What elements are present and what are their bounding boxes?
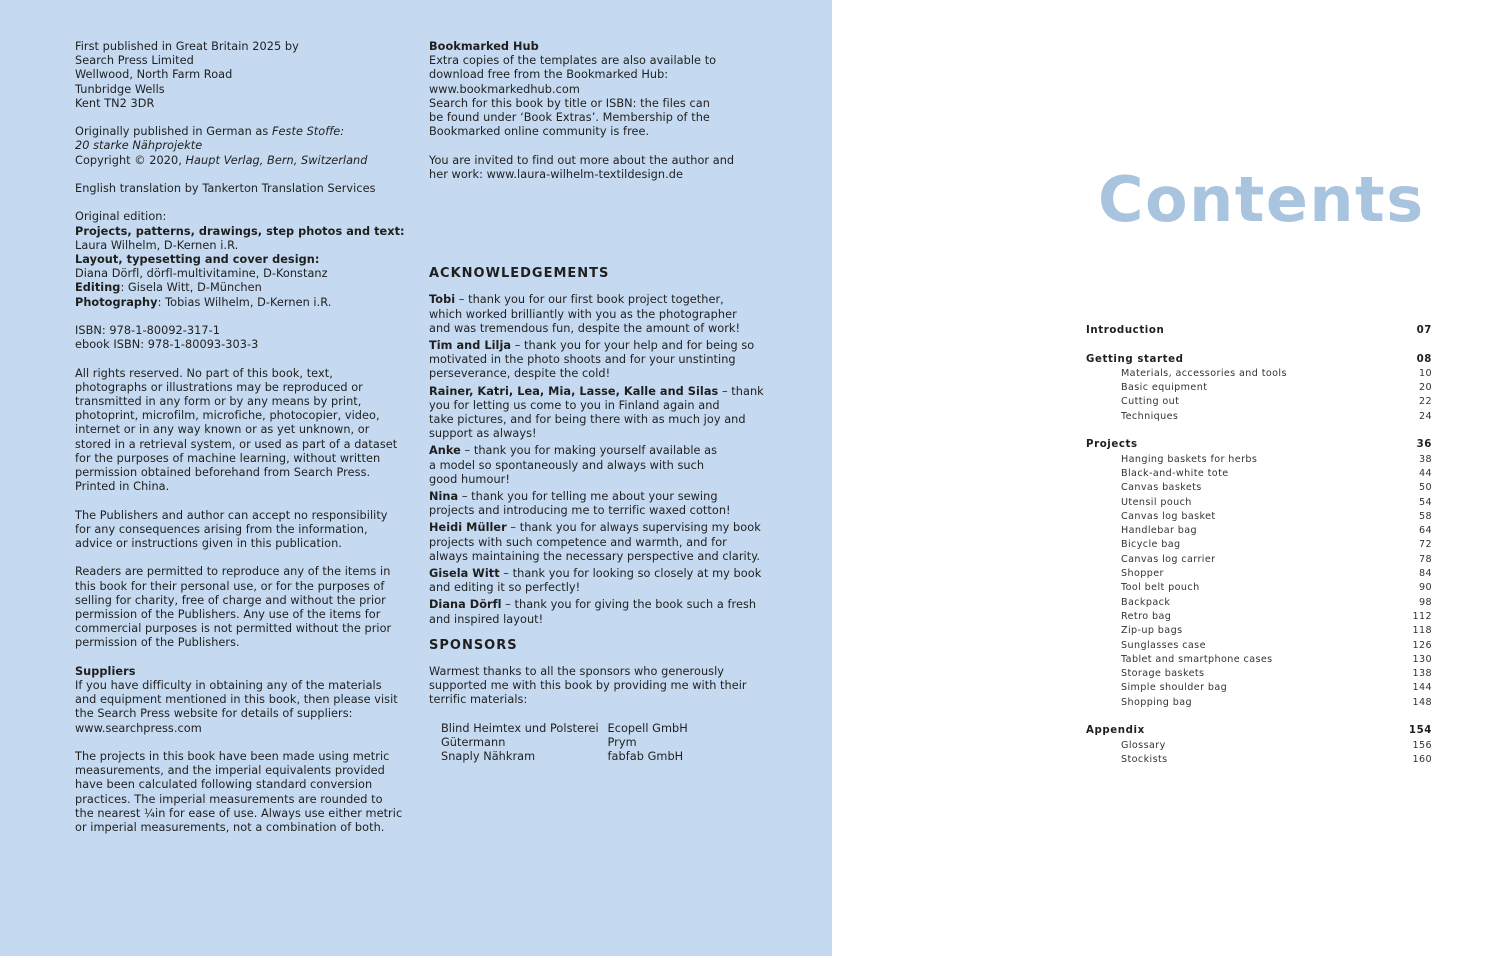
toc-section-page: 07 [1416, 325, 1432, 336]
toc-entry-page: 38 [1418, 453, 1432, 465]
toc-entry-page: 148 [1412, 696, 1432, 708]
sponsor-name: Snaply Nähkram [441, 750, 536, 764]
toc-entry[interactable] [1086, 367, 1432, 381]
acknowledgement-name: Gisela Witt [429, 567, 500, 581]
acknowledgement-text: and was tremendous fun, despite the amount of work! [429, 321, 741, 335]
hub-line: Search for this book by title or ISBN: the files can [429, 96, 710, 110]
toc-entry-page: 64 [1418, 525, 1432, 537]
original-publication [75, 125, 415, 168]
toc-entry-page: 20 [1418, 382, 1432, 394]
contents-title: Contents [1098, 163, 1425, 236]
toc-entry[interactable] [1086, 538, 1432, 552]
publisher-line: First published in Great Britain 2025 by [75, 40, 299, 53]
acknowledgement-item [429, 385, 774, 442]
acknowledgements-heading: ACKNOWLEDGEMENTS [429, 266, 610, 282]
toc-entry[interactable] [1086, 453, 1432, 467]
toc-entry-title: Shopper [1121, 568, 1164, 580]
acknowledgement-text: which worked brilliantly with you as the photographer [429, 307, 737, 321]
projects-value: Laura Wilhelm, D-Kernen i.R. [75, 238, 239, 252]
toc-entry-title: Stockists [1121, 753, 1168, 765]
toc-entry-title: Canvas log basket [1121, 510, 1216, 522]
readers-line: commercial purposes is not permitted without the prior [75, 622, 392, 636]
toc-entry[interactable] [1086, 395, 1432, 409]
acknowledgement-name: Nina [429, 490, 459, 504]
sponsor-name: Gütermann [441, 735, 506, 749]
sponsors-intro-line: Warmest thanks to all the sponsors who generously [429, 665, 725, 679]
copyright-prefix: Copyright © 2020, [75, 153, 186, 167]
toc-entry-title: Shopping bag [1121, 696, 1192, 708]
toc-section-entry[interactable] [1086, 324, 1432, 338]
acknowledgement-text: motivated in the photo shoots and for your unstinting [429, 353, 736, 367]
original-title-part2: 20 starke Nähprojekte [75, 139, 203, 153]
isbn-block [75, 324, 415, 352]
isbn-line: ISBN: 978-1-80092-317-1 [75, 324, 220, 337]
readers-line: this book for their personal use, or for the purposes of [75, 579, 385, 593]
acknowledgement-item [429, 339, 774, 382]
acknowledgement-text: – thank you for your help and for being so [511, 339, 755, 353]
sponsor-name: Ecopell GmbH [607, 721, 688, 735]
toc-entry-title: Cutting out [1121, 396, 1180, 408]
suppliers-heading: Suppliers [75, 664, 136, 678]
readers-line: permission of the Publishers. [75, 636, 240, 650]
suppliers-line: and equipment mentioned in this book, then please visit [75, 693, 398, 707]
acknowledgement-item [429, 490, 774, 518]
toc-entry-title: Techniques [1121, 410, 1179, 422]
toc-entry-title: Tablet and smartphone cases [1121, 653, 1273, 665]
editing-label: Editing [75, 281, 121, 295]
toc-section-title: Appendix [1086, 725, 1145, 737]
toc-entry-title: Materials, accessories and tools [1121, 367, 1287, 379]
translation-text: English translation by Tankerton Translation Services [75, 182, 376, 195]
toc-entry[interactable] [1086, 639, 1432, 653]
toc-entry[interactable] [1086, 739, 1432, 753]
acknowledgement-item [429, 521, 774, 564]
toc-section-title: Projects [1086, 439, 1138, 451]
acknowledgement-text: projects with such competence and warmth, and for [429, 535, 727, 549]
copyright-holder: Haupt Verlag, Bern, Switzerland [185, 153, 368, 167]
layout-label: Layout, typesetting and cover design: [75, 253, 320, 266]
hub-line: be found under ‘Book Extras’. Membership of the [429, 111, 710, 125]
hub-line: download free from the Bookmarked Hub: [429, 68, 669, 82]
toc-entry-page: 10 [1418, 367, 1432, 379]
sponsors-intro [429, 665, 774, 708]
sponsors-intro-line: terrific materials: [429, 693, 528, 707]
acknowledgement-name: Tim and Lilja [429, 339, 512, 353]
publisher-line: Wellwood, North Farm Road [75, 68, 233, 82]
toc-entry-title: Sunglasses case [1121, 639, 1206, 651]
hub-line: Bookmarked online community is free. [429, 125, 650, 139]
toc-entry[interactable] [1086, 696, 1432, 710]
responsibility-line: advice or instructions given in this publication. [75, 537, 342, 551]
acknowledgement-text: always maintaining the necessary perspective and clarity. [429, 549, 760, 563]
hub-line: Extra copies of the templates are also available to [429, 54, 717, 68]
acknowledgements-column [429, 40, 774, 764]
toc-section [1086, 438, 1432, 710]
acknowledgement-name: Heidi Müller [429, 521, 507, 535]
toc-section [1086, 324, 1432, 338]
toc-entry-page: 58 [1418, 510, 1432, 522]
toc-entry-title: Black-and-white tote [1121, 467, 1229, 479]
measurements-line: the nearest ¼in for ease of use. Always use either metric [75, 806, 403, 820]
acknowledgement-text: – thank you for our first book project together, [455, 293, 724, 307]
toc-entry-page: 54 [1418, 496, 1432, 508]
toc-entry[interactable] [1086, 667, 1432, 681]
acknowledgement-text: good humour! [429, 472, 510, 486]
toc-section-entry[interactable] [1086, 438, 1432, 452]
toc-entry[interactable] [1086, 410, 1432, 424]
publisher-line: Tunbridge Wells [75, 82, 165, 96]
toc-entry-page: 98 [1418, 596, 1432, 608]
sponsors-intro-line: supported me with this book by providing me with their [429, 679, 747, 693]
acknowledgement-text: projects and introducing me to terrific waxed cotton! [429, 504, 731, 518]
translation-credit [75, 182, 415, 196]
layout-value: Diana Dörfl, dörfl-multivitamine, D-Konstanz [75, 267, 328, 281]
measurements-line: practices. The imperial measurements are rounded to [75, 792, 383, 806]
sponsors-right-column [608, 722, 775, 765]
rights-line: photoprint, microfilm, microfiche, photocopier, video, [75, 409, 380, 423]
measurements-line: The projects in this book have been made using metric [75, 750, 390, 764]
toc-entry[interactable] [1086, 467, 1432, 481]
rights-line: permission obtained beforehand from Search Press. [75, 466, 371, 480]
original-title-part1: Feste Stoffe: [271, 125, 345, 139]
sponsors-heading: SPONSORS [429, 637, 518, 653]
original-prefix: Originally published in German as [75, 125, 272, 139]
measurements-line: measurements, and the imperial equivalents provided [75, 764, 385, 778]
toc-section [1086, 353, 1432, 424]
toc-entry-page: 144 [1412, 682, 1432, 694]
toc-entry-page: 112 [1412, 610, 1432, 622]
acknowledgement-item [429, 567, 774, 595]
responsibility-notice [75, 509, 415, 552]
toc-entry-page: 44 [1418, 467, 1432, 479]
responsibility-line: for any consequences arising from the information, [75, 522, 368, 536]
suppliers-line: www.searchpress.com [75, 721, 202, 735]
readers-line: Readers are permitted to reproduce any of the items in [75, 565, 391, 579]
acknowledgement-name: Tobi [429, 293, 456, 307]
acknowledgement-name: Anke [429, 444, 461, 458]
toc-section-page: 08 [1416, 353, 1432, 365]
toc-entry-title: Utensil pouch [1121, 496, 1192, 508]
projects-label: Projects, patterns, drawings, step photos and text: [75, 224, 405, 238]
toc-entry-title: Glossary [1121, 739, 1166, 751]
toc-entry-page: 90 [1418, 582, 1432, 594]
toc-entry-page: 24 [1418, 410, 1432, 422]
toc-entry-title: Canvas baskets [1121, 482, 1202, 494]
rights-notice [75, 367, 415, 495]
toc-entry-page: 138 [1412, 668, 1432, 680]
toc-entry[interactable] [1086, 496, 1432, 510]
acknowledgement-text: you for letting us come to you in Finland again and [429, 398, 720, 412]
toc-section-entry[interactable] [1086, 724, 1432, 738]
suppliers-line: the Search Press website for details of suppliers: [75, 707, 353, 721]
toc-entry-title: Backpack [1121, 596, 1171, 608]
editing-value: : Gisela Witt, D-München [120, 281, 262, 295]
toc-entry[interactable] [1086, 381, 1432, 395]
toc-section-title: Getting started [1086, 353, 1184, 365]
acknowledgement-text: – thank [718, 384, 764, 398]
acknowledgement-name: Rainer, Katri, Lea, Mia, Lasse, Kalle and Silas [429, 384, 719, 398]
rights-line: photographs or illustrations may be reproduced or [75, 380, 363, 394]
acknowledgement-text: perseverance, despite the cold! [429, 367, 611, 381]
toc-entry[interactable] [1086, 567, 1432, 581]
toc-entry-title: Retro bag [1121, 610, 1172, 622]
acknowledgements-list [429, 293, 774, 626]
toc-entry[interactable] [1086, 524, 1432, 538]
publisher-line: Kent TN2 3DR [75, 96, 155, 110]
bookmarked-hub-block [429, 40, 774, 139]
acknowledgement-name: Diana Dörfl [429, 598, 502, 612]
sponsor-name: Blind Heimtex und Polsterei [441, 721, 599, 735]
photography-label: Photography [75, 295, 158, 309]
rights-line: transmitted in any form or by any means by print, [75, 395, 362, 408]
readers-line: permission of the Publishers. Any use of the items for [75, 608, 381, 622]
toc-entry[interactable] [1086, 753, 1432, 767]
acknowledgement-item [429, 598, 774, 626]
acknowledgement-text: – thank you for looking so closely at my book [499, 567, 762, 581]
rights-line: All rights reserved. No part of this book, text, [75, 366, 333, 380]
toc-entry-title: Bicycle bag [1121, 539, 1181, 551]
publisher-line: Search Press Limited [75, 54, 194, 68]
toc-section [1086, 724, 1432, 767]
publisher-address [75, 40, 415, 111]
photography-value: : Tobias Wilhelm, D-Kernen i.R. [157, 295, 332, 309]
author-line: her work: www.laura-wilhelm-textildesign.de [429, 167, 683, 181]
toc-entry[interactable] [1086, 553, 1432, 567]
toc-entry-page: 126 [1412, 639, 1432, 651]
toc-entry-title: Storage baskets [1121, 668, 1205, 680]
toc-section-entry[interactable] [1086, 353, 1432, 367]
measurements-line: have been calculated following standard conversion [75, 778, 373, 792]
toc-entry[interactable] [1086, 610, 1432, 624]
rights-line: internet or in any way known or as yet unknown, or [75, 423, 370, 437]
readers-notice [75, 565, 415, 650]
acknowledgement-text: – thank you for always supervising my book [506, 521, 761, 535]
toc-entry[interactable] [1086, 510, 1432, 524]
rights-line: for the purposes of machine learning, without written [75, 451, 381, 465]
imprint-column [75, 40, 415, 849]
edition-label: Original edition: [75, 210, 167, 224]
acknowledgement-text: take pictures, and for being there with as much joy and [429, 413, 746, 427]
toc-entry[interactable] [1086, 596, 1432, 610]
acknowledgement-text: – thank you for giving the book such a fresh [501, 598, 757, 612]
hub-heading: Bookmarked Hub [429, 40, 539, 53]
toc-section-title: Introduction [1086, 325, 1165, 336]
responsibility-line: The Publishers and author can accept no responsibility [75, 508, 388, 522]
sponsors-left-column [441, 722, 608, 765]
toc-entry[interactable] [1086, 581, 1432, 595]
toc-entry-page: 130 [1412, 653, 1432, 665]
toc-entry-title: Simple shoulder bag [1121, 682, 1228, 694]
toc-entry-title: Canvas log carrier [1121, 553, 1216, 565]
toc-entry-title: Tool belt pouch [1121, 582, 1200, 594]
sponsor-name: Prym [607, 735, 637, 749]
toc-entry-page: 84 [1418, 568, 1432, 580]
toc-entry[interactable] [1086, 624, 1432, 638]
toc-entry[interactable] [1086, 681, 1432, 695]
sponsor-name: fabfab GmbH [607, 750, 684, 764]
acknowledgement-item [429, 293, 774, 336]
toc-entry-title: Basic equipment [1121, 382, 1208, 394]
acknowledgement-text: and editing it so perfectly! [429, 581, 581, 595]
measurements-notice [75, 750, 415, 835]
toc-entry[interactable] [1086, 481, 1432, 495]
toc-entry[interactable] [1086, 653, 1432, 667]
table-of-contents [1086, 324, 1432, 782]
suppliers-line: If you have difficulty in obtaining any of the materials [75, 679, 382, 693]
readers-line: selling for charity, free of charge and without the prior [75, 593, 386, 607]
author-info [429, 154, 774, 182]
toc-entry-page: 72 [1418, 539, 1432, 551]
sponsors-list [441, 722, 774, 765]
suppliers-block [75, 665, 415, 736]
toc-entry-page: 118 [1412, 625, 1432, 637]
acknowledgement-text: and inspired layout! [429, 612, 544, 626]
acknowledgement-text: support as always! [429, 427, 537, 441]
toc-entry-page: 50 [1418, 482, 1432, 494]
acknowledgement-text: – thank you for telling me about your sewing [458, 490, 718, 504]
toc-entry-title: Hanging baskets for herbs [1121, 453, 1258, 465]
toc-entry-page: 22 [1418, 396, 1432, 408]
acknowledgement-text: – thank you for making yourself available as [460, 444, 718, 458]
toc-entry-title: Handlebar bag [1121, 525, 1198, 537]
toc-section-page: 36 [1416, 439, 1432, 451]
rights-line: stored in a retrieval system, or used as part of a dataset [75, 437, 398, 451]
toc-entry-page: 156 [1412, 739, 1432, 751]
edition-credits [75, 210, 415, 309]
author-line: You are invited to find out more about the author and [429, 153, 735, 167]
toc-entry-page: 160 [1412, 753, 1432, 765]
toc-entry-page: 78 [1418, 553, 1432, 565]
rights-line: Printed in China. [75, 480, 170, 494]
hub-line: www.bookmarkedhub.com [429, 82, 580, 96]
toc-entry-title: Zip-up bags [1121, 625, 1183, 637]
acknowledgement-item [429, 444, 774, 487]
toc-section-page: 154 [1408, 725, 1432, 737]
isbn-line: ebook ISBN: 978-1-80093-303-3 [75, 338, 259, 352]
acknowledgement-text: a model so spontaneously and always with such [429, 458, 705, 472]
measurements-line: or imperial measurements, not a combination of both. [75, 821, 385, 835]
